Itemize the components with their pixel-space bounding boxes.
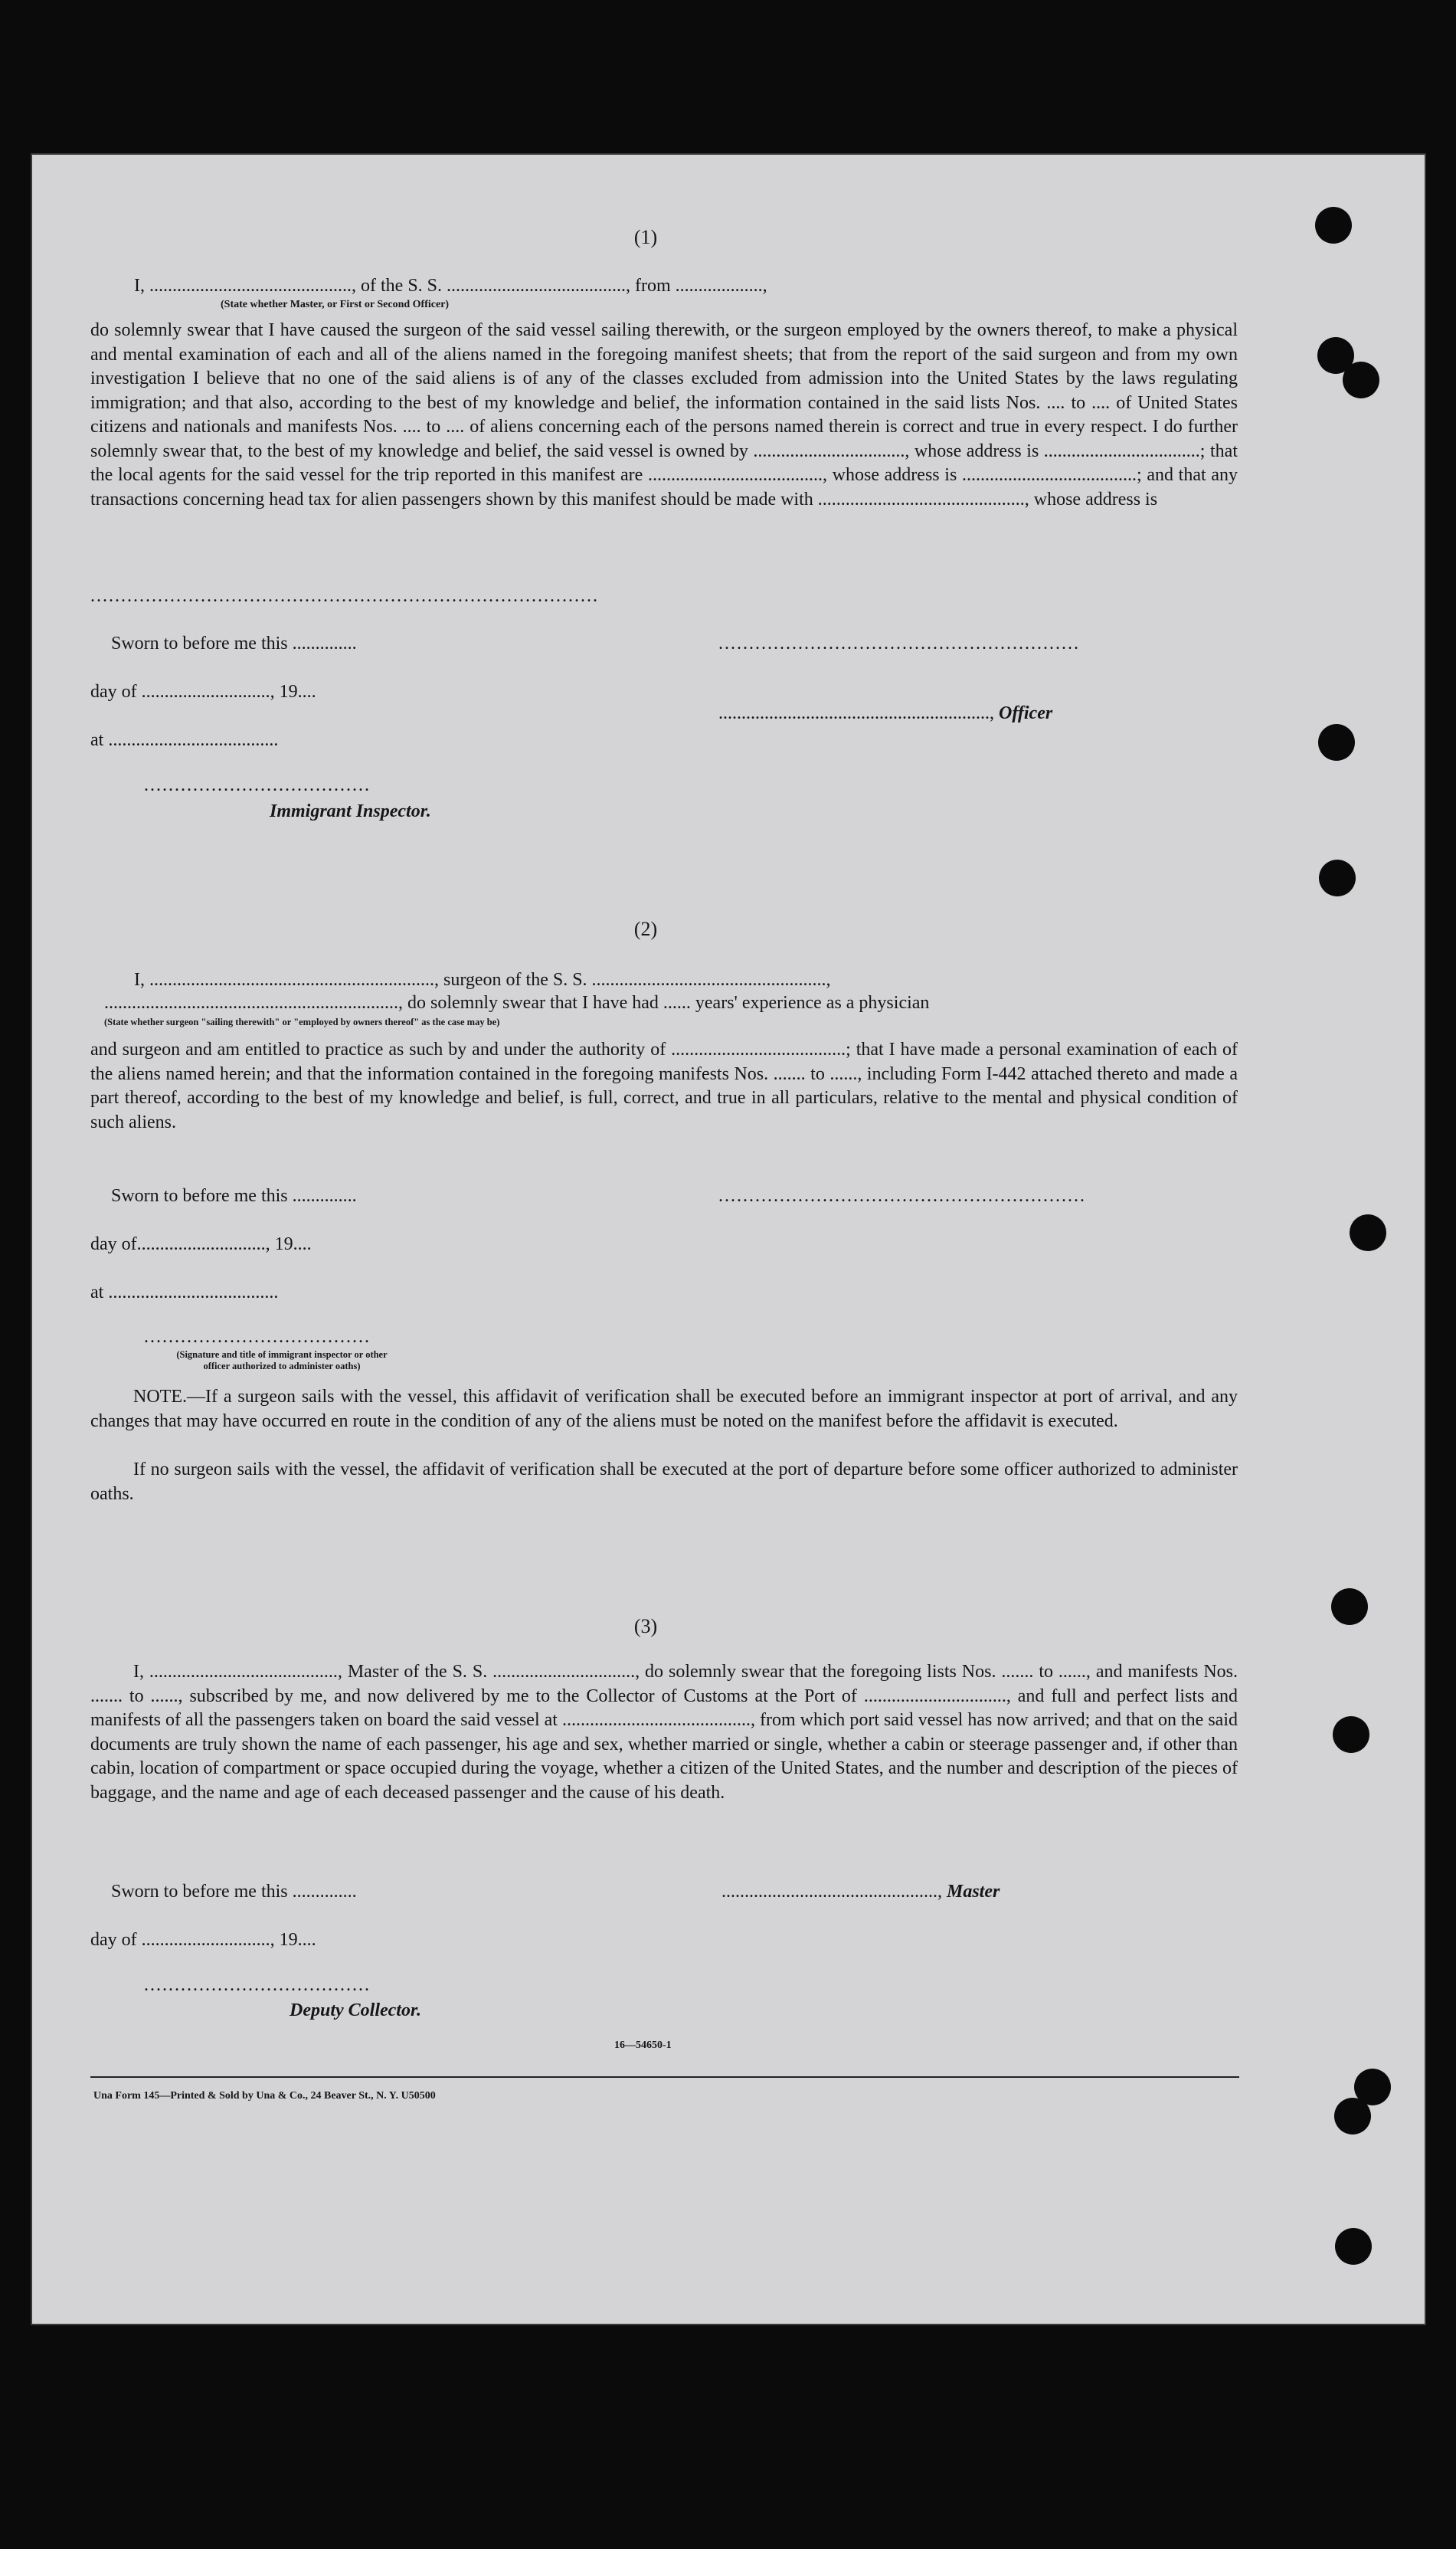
section-2-number: (2) — [633, 918, 658, 940]
section-1-day: day of ............................, 19.... — [90, 682, 316, 702]
punch-hole — [1333, 1716, 1369, 1753]
punch-hole — [1343, 362, 1379, 398]
surgeon-name-field[interactable]: I, .............................................................. — [134, 970, 434, 990]
punch-hole — [1335, 2228, 1372, 2265]
surgeon-status-field[interactable]: ................................................................ — [104, 993, 398, 1013]
section-3-master-line — [721, 1882, 1000, 1902]
section-3-body: I, ........................................., Master of the S. S. ..............................., do solemnly swear that the foregoing lists Nos. ....... to ......, and manifests Nos. ....... to ......, subscribed by me, and now delivered by me to the Collector of Customs at the Port of ..............................., and full and perfect lists and manifests of all the passengers taken on board the said vessel at ........................................., from which port said vessel has now arrived; and that on the said documents are truly shown the name of each passenger, his age and sex, whether married or single, whether a cabin or steerage passenger and, if other than cabin, location of compartment or space occupied during the voyage, whether a citizen of the United States, and the number and description of the pieces of baggage, and the name and age of each deceased passenger and the cause of his death. — [90, 1662, 1238, 1803]
vessel-name-field[interactable]: , of the S. S. ....................................... — [352, 276, 627, 296]
section-1-sworn: Sworn to before me this .............. — [111, 634, 357, 654]
section-1-trailing-line[interactable]: ................................................................................... — [90, 586, 599, 606]
section-2-inspector-hint: (Signature and title of immigrant inspector or other officer authorized to administer oaths) — [176, 1349, 388, 1371]
section-2-signature-line[interactable]: ............................................................ — [718, 1186, 1086, 1206]
master-signature-field[interactable]: ..............................................., — [721, 1882, 947, 1902]
punch-hole — [1318, 724, 1355, 761]
section-3-number: (3) — [633, 1615, 658, 1637]
surgeon-vessel-field[interactable]: , surgeon of the S. S. ..................................................., — [434, 970, 831, 990]
section-2-note-2: If no surgeon sails with the vessel, the affidavit of verification shall be executed at the port of departure before some officer authorized to administer oaths. — [90, 1460, 1238, 1504]
section-1-signature-line[interactable]: ........................................................... — [718, 634, 1080, 654]
section-2-at: at ..................................... — [90, 1283, 279, 1302]
section-2-line-1 — [134, 970, 831, 991]
section-2-day: day of............................, 19.... — [90, 1234, 312, 1254]
section-2-sworn: Sworn to before me this .............. — [111, 1186, 357, 1206]
master-name-field[interactable]: I, ............................................ — [134, 276, 352, 296]
punch-hole — [1315, 207, 1352, 244]
section-3-collector-line[interactable]: ..................................... — [144, 1975, 371, 1995]
section-2-line-2 — [104, 993, 929, 1014]
experience-text: , do solemnly swear that I have had ...... years' experience as a physician — [398, 993, 930, 1013]
footer-rule — [90, 2076, 1239, 2078]
form-code: 16—54650-1 — [614, 2040, 672, 2051]
section-3-collector-label: Deputy Collector. — [290, 2000, 421, 2020]
officer-signature-field[interactable]: ..........................................................., — [718, 703, 999, 723]
section-3-sworn: Sworn to before me this .............. — [111, 1882, 357, 1902]
punch-hole — [1334, 2098, 1371, 2135]
section-1-master-line — [134, 276, 767, 297]
section-1-inspector-label: Immigrant Inspector. — [270, 801, 431, 821]
section-2-note-1: NOTE.—If a surgeon sails with the vessel, this affidavit of verification shall be executed before an immigrant inspector at port of arrival, and any changes that may have occurred en route in the condition of any of the aliens must be noted on the manifest before the affidavit is executed. — [90, 1387, 1238, 1431]
from-port-field[interactable]: , from ..................., — [626, 276, 767, 296]
section-2-body: and surgeon and am entitled to practice as such by and under the authority of ......................................; that I have made a personal examination of each of the aliens named herein; and that the information contained in the foregoing manifests Nos. ....... to ......, including Form I-442 attached thereto and made a part thereof, according to the best of my knowledge and belief, is full, correct, and true in all particulars, relative to the mental and physical condition of such aliens. — [90, 1040, 1238, 1132]
section-1-inspector-line[interactable]: ..................................... — [144, 775, 371, 795]
master-label: Master — [947, 1882, 1000, 1902]
section-1-at: at ..................................... — [90, 730, 279, 750]
printer-imprint: Una Form 145—Printed & Sold by Una & Co., 24 Beaver St., N. Y. U50500 — [93, 2090, 436, 2102]
section-1-body: do solemnly swear that I have caused the surgeon of the said vessel sailing therewith, or the surgeon employed by the owners thereof, to make a physical and mental examination of each and all of the aliens named in the foregoing manifest sheets; that from the report of the said surgeon and from my own investigation I believe that no one of the said aliens is of any of the classes excluded from admission into the United States by the laws regulating immigration; and that also, according to the best of my knowledge and belief, the information contained in the said lists Nos. .... to .... of United States citizens and nationals and manifests Nos. .... to .... of aliens concerning each of the persons named therein is correct and true in every respect. I do further solemnly swear that, to the best of my knowledge and belief, the said vessel is owned by ................................., whose address is ..................................; that the local agents for the said vessel for the trip reported in this manifest are ......................................, whose address is ......................................; and that any transactions concerning head tax for alien passengers shown by this manifest should be made with ............................................., whose address is — [90, 320, 1238, 509]
section-1-rank-hint: (State whether Master, or First or Second Officer) — [221, 299, 450, 310]
section-2-inspector-line[interactable]: ..................................... — [144, 1327, 371, 1347]
form-sheet — [31, 153, 1426, 2325]
punch-hole — [1350, 1214, 1386, 1251]
section-1-officer-line — [718, 703, 1052, 724]
section-1-number: (1) — [633, 226, 658, 248]
officer-label: Officer — [999, 703, 1053, 723]
punch-hole — [1319, 860, 1356, 896]
section-3-day: day of ............................, 19.... — [90, 1930, 316, 1950]
section-2-status-hint: (State whether surgeon "sailing therewith" or "employed by owners thereof" as the case may be) — [104, 1017, 500, 1027]
punch-hole — [1331, 1588, 1368, 1625]
